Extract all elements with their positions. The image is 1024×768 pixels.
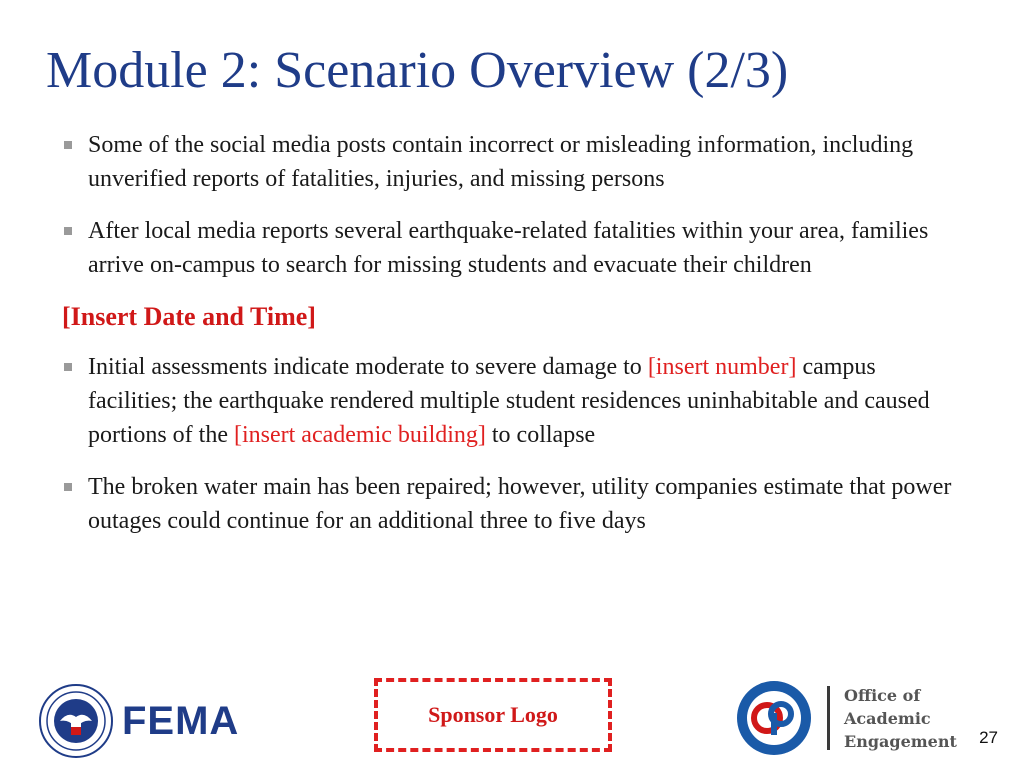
bullet-text-part: campus facilities; the earthquake rendered multiple student residences uninhabitable and caused portions of the [88, 354, 930, 448]
bullet-item [62, 350, 962, 452]
logo-divider [827, 686, 830, 750]
sponsor-logo-placeholder [374, 678, 612, 752]
slide-title: Module 2: Scenario Overview (2/3) [46, 42, 789, 99]
bullet-marker-icon [64, 483, 72, 491]
date-time-placeholder: [Insert Date and Time] [62, 302, 316, 331]
page-number: 27 [979, 728, 998, 747]
footer [0, 672, 1024, 768]
insert-building-placeholder: [insert academic building] [233, 422, 486, 448]
sponsor-logo-label: Sponsor Logo [428, 702, 558, 727]
fema-wordmark: FEMA [122, 698, 240, 743]
bullet-text-part: Initial assessments indicate moderate to severe damage to [88, 354, 648, 380]
oae-logo [735, 678, 957, 758]
oae-line: Engagement [844, 731, 957, 751]
bullet-list [62, 128, 962, 556]
oae-seal-icon [735, 679, 813, 757]
bullet-marker-icon [64, 141, 72, 149]
bullet-marker-icon [64, 227, 72, 235]
bullet-text: The broken water main has been repaired; however, utility companies estimate that power outages could continue for an additional three to five days [88, 474, 952, 534]
fema-logo [38, 682, 239, 760]
bullet-text-part: to collapse [485, 422, 596, 448]
dhs-seal-icon [38, 683, 114, 759]
insert-number-placeholder: [insert number] [647, 354, 797, 380]
oae-wordmark [844, 684, 957, 753]
oae-line: Academic [844, 708, 931, 728]
bullet-item [62, 470, 962, 538]
bullet-text: After local media reports several earthquake-related fatalities within your area, families arrive on-campus to search for missing students and evacuate their children [88, 218, 929, 278]
oae-line: Office of [844, 685, 921, 705]
bullet-item [62, 214, 962, 282]
bullet-marker-icon [64, 363, 72, 371]
bullet-item [62, 128, 962, 196]
bullet-text: Some of the social media posts contain incorrect or misleading information, including unverified reports of fatalities, injuries, and missing persons [88, 132, 914, 192]
